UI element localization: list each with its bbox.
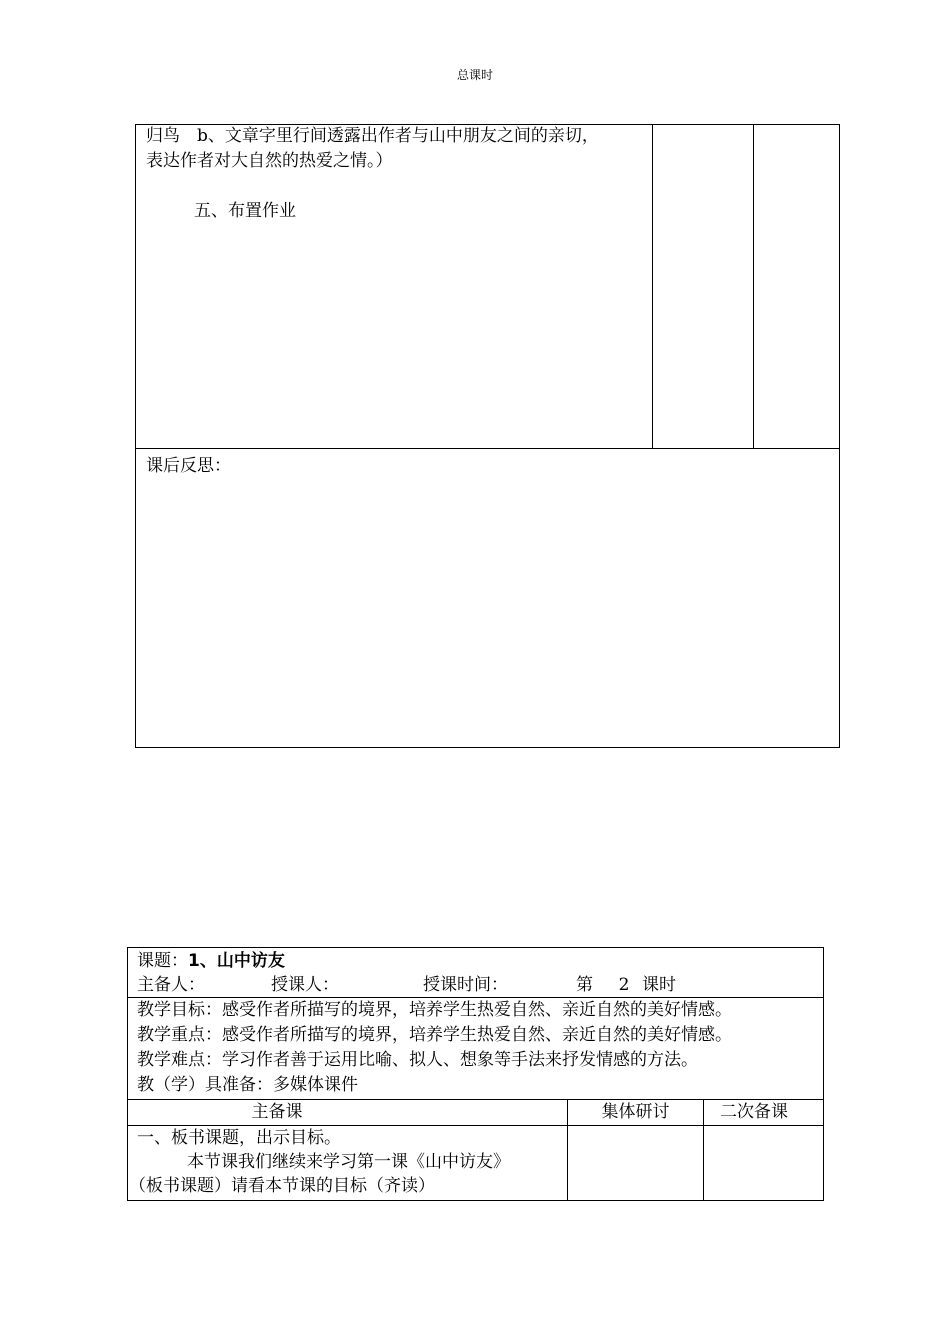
period-number: 2: [618, 975, 630, 995]
lesson-info-row: [137, 973, 676, 998]
page-header: 总课时: [456, 68, 493, 82]
column-header-group-discussion: 集体研讨: [601, 1102, 670, 1122]
row-divider: [135, 448, 840, 449]
lesson-title-row: [137, 949, 285, 974]
lesson-step: 本节课我们继续来学习第一课《山中访友》: [187, 1152, 510, 1172]
main-prep-cell: [129, 1126, 565, 1198]
teaching-goals: [137, 998, 732, 1098]
title-label: 课题：: [137, 951, 188, 971]
teaching-objective: 教学目标：感受作者所描写的境界，培养学生热爱自然、亲近自然的美好情感。: [137, 1000, 732, 1020]
reflection-label: 课后反思：: [146, 456, 231, 476]
teacher-label: 授课人：: [271, 975, 339, 995]
teaching-key-point: 教学重点：感受作者所描写的境界，培养学生热爱自然、亲近自然的美好情感。: [137, 1025, 732, 1045]
column-header-main-prep: 主备课: [251, 1102, 303, 1122]
lesson-text-line: 归鸟 b、文章字里行间透露出作者与山中朋友之间的亲切，: [146, 126, 599, 146]
lesson-plan-table: [127, 947, 824, 1201]
teaching-materials: 教（学）具准备：多媒体课件: [137, 1075, 358, 1095]
lesson-text-line: 表达作者对大自然的热爱之情。）: [146, 151, 393, 171]
period-suffix: 课时: [642, 975, 676, 995]
time-label: 授课时间：: [423, 975, 508, 995]
main-lesson-cell: [146, 124, 651, 224]
lesson-title: 1、山中访友: [188, 951, 285, 971]
lesson-continuation-table: [135, 124, 840, 748]
preparer-label: 主备人：: [137, 975, 205, 995]
column-divider: [652, 124, 653, 449]
teaching-difficulty: 教学难点：学习作者善于运用比喻、拟人、想象等手法来抒发情感的方法。: [137, 1050, 698, 1070]
period-prefix: 第: [576, 975, 593, 995]
lesson-step: （板书课题）请看本节课的目标（齐读）: [129, 1176, 435, 1196]
column-divider: [753, 124, 754, 449]
lesson-step: 一、板书课题，出示目标。: [137, 1128, 341, 1148]
homework-heading: 五、布置作业: [194, 201, 296, 221]
column-header-second-prep: 二次备课: [720, 1102, 788, 1122]
